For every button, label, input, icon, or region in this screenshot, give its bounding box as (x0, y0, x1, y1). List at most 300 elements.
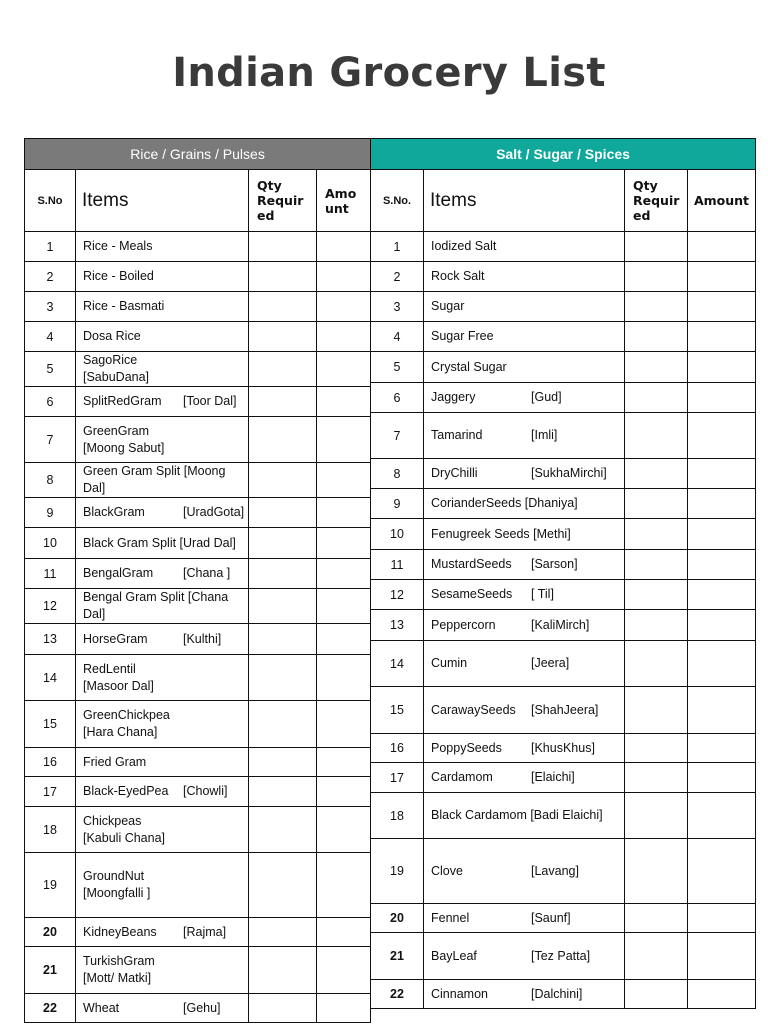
item-local-name: [KhusKhus] (531, 740, 595, 755)
item-name: CorianderSeeds [Dhaniya] (431, 496, 578, 510)
item-cell (76, 559, 249, 589)
qty-cell[interactable] (625, 980, 688, 1009)
item-cell (424, 687, 625, 734)
amount-cell[interactable] (688, 763, 756, 793)
qty-cell[interactable] (249, 624, 317, 655)
serial-number: 16 (25, 748, 76, 777)
right-col-qty: Qty Requir ed (625, 170, 688, 232)
left-section-header: Rice / Grains / Pulses (25, 139, 371, 170)
amount-cell[interactable] (317, 417, 371, 463)
table-row (25, 292, 371, 322)
item-local-name: [Moong Sabut] (83, 440, 165, 455)
table-row (371, 550, 756, 580)
item-local-name: [Gud] (531, 390, 562, 404)
table-row (25, 352, 371, 387)
serial-number: 9 (371, 489, 424, 519)
item-cell (424, 610, 625, 641)
serial-number: 18 (25, 807, 76, 853)
item-name: Jaggery (431, 390, 476, 404)
serial-number: 8 (371, 459, 424, 489)
amount-cell[interactable] (688, 232, 756, 262)
item-local-name: [ Til] (531, 587, 554, 601)
qty-cell[interactable] (625, 489, 688, 519)
item-cell (424, 383, 625, 413)
qty-cell[interactable] (625, 763, 688, 793)
item-name: SplitRedGram (83, 394, 162, 408)
item-cell (424, 734, 625, 763)
item-name: TurkishGram (83, 954, 155, 968)
serial-number: 14 (371, 641, 424, 687)
qty-cell[interactable] (625, 413, 688, 459)
table-row (25, 262, 371, 292)
amount-cell[interactable] (317, 322, 371, 352)
qty-cell[interactable] (625, 262, 688, 292)
qty-cell[interactable] (625, 904, 688, 933)
table-row (25, 498, 371, 528)
right-table (370, 138, 750, 1009)
qty-cell[interactable] (249, 559, 317, 589)
amount-cell[interactable] (317, 262, 371, 292)
item-name: PoppySeeds (431, 740, 502, 755)
table-row (25, 624, 371, 655)
qty-cell[interactable] (625, 839, 688, 904)
qty-cell[interactable] (249, 352, 317, 387)
item-name: Black Cardamom [Badi Elaichi] (431, 808, 603, 822)
item-cell (76, 807, 249, 853)
table-row (25, 559, 371, 589)
amount-cell[interactable] (317, 947, 371, 994)
item-local-name: [Saunf] (531, 910, 571, 925)
left-col-amount: Amo unt (317, 170, 371, 232)
item-cell (424, 413, 625, 459)
item-cell (76, 232, 249, 262)
table-row (371, 519, 756, 550)
qty-cell[interactable] (249, 262, 317, 292)
item-name: GreenChickpea (83, 708, 170, 722)
item-name: Fennel (431, 910, 470, 925)
item-cell (76, 262, 249, 292)
item-name: Black Gram Split [Urad Dal] (83, 535, 236, 550)
item-cell (424, 641, 625, 687)
table-row (25, 701, 371, 748)
qty-cell[interactable] (249, 701, 317, 748)
item-name: Dosa Rice (83, 329, 141, 343)
serial-number: 10 (25, 528, 76, 559)
table-row (371, 292, 756, 322)
serial-number: 7 (371, 413, 424, 459)
item-local-name: [SabuDana] (83, 370, 150, 384)
serial-number: 11 (371, 550, 424, 580)
table-row (25, 589, 371, 624)
amount-cell[interactable] (317, 387, 371, 417)
amount-cell[interactable] (688, 550, 756, 580)
table-row (371, 763, 756, 793)
item-cell (424, 459, 625, 489)
item-name: Fenugreek Seeds [Methi] (431, 526, 571, 541)
amount-cell[interactable] (317, 498, 371, 528)
table-row (371, 734, 756, 763)
item-name: Sugar (431, 299, 465, 313)
qty-cell[interactable] (625, 687, 688, 734)
item-name: SesameSeeds (431, 587, 513, 601)
amount-cell[interactable] (317, 232, 371, 262)
page-title: Indian Grocery List (172, 50, 606, 96)
serial-number: 4 (25, 322, 76, 352)
qty-cell[interactable] (625, 519, 688, 550)
serial-number: 19 (25, 853, 76, 918)
table-row (25, 918, 371, 947)
table-row (25, 807, 371, 853)
right-col-amount: Amount (688, 170, 756, 232)
left-col-sno: S.No (25, 170, 76, 232)
serial-number: 10 (371, 519, 424, 550)
qty-cell[interactable] (249, 292, 317, 322)
amount-cell[interactable] (688, 904, 756, 933)
serial-number: 8 (25, 463, 76, 498)
serial-number: 16 (371, 734, 424, 763)
serial-number: 7 (25, 417, 76, 463)
table-row (25, 655, 371, 701)
item-cell (424, 793, 625, 839)
serial-number: 3 (371, 292, 424, 322)
table-row (371, 687, 756, 734)
amount-cell[interactable] (688, 687, 756, 734)
table-row (371, 489, 756, 519)
qty-cell[interactable] (249, 232, 317, 262)
item-name: RedLentil (83, 661, 136, 676)
item-name: Sugar Free (431, 329, 494, 343)
table-row (25, 947, 371, 994)
qty-cell[interactable] (249, 918, 317, 947)
amount-cell[interactable] (317, 589, 371, 624)
item-local-name: [Elaichi] (531, 770, 575, 784)
serial-number: 5 (371, 352, 424, 383)
qty-cell[interactable] (625, 459, 688, 489)
item-local-name: [Gehu] (183, 1000, 221, 1015)
item-cell (424, 489, 625, 519)
item-cell (424, 580, 625, 610)
amount-cell[interactable] (317, 994, 371, 1023)
qty-cell[interactable] (249, 417, 317, 463)
table-row (25, 417, 371, 463)
table-row (371, 933, 756, 980)
table-row (371, 980, 756, 1009)
amount-cell[interactable] (317, 918, 371, 947)
qty-cell[interactable] (625, 232, 688, 262)
amount-cell[interactable] (317, 528, 371, 559)
table-row (25, 322, 371, 352)
item-name: CarawaySeeds (431, 702, 516, 717)
serial-number: 1 (25, 232, 76, 262)
serial-number: 3 (25, 292, 76, 322)
qty-cell[interactable] (625, 550, 688, 580)
serial-number: 21 (371, 933, 424, 980)
amount-cell[interactable] (688, 933, 756, 980)
item-local-name: [Lavang] (531, 863, 579, 878)
item-cell (424, 763, 625, 793)
amount-cell[interactable] (317, 748, 371, 777)
serial-number: 20 (25, 918, 76, 947)
table-row (371, 580, 756, 610)
amount-cell[interactable] (317, 853, 371, 918)
right-col-items: Items (424, 170, 625, 232)
amount-cell[interactable] (688, 610, 756, 641)
qty-cell[interactable] (249, 322, 317, 352)
right-col-sno: S.No. (371, 170, 424, 232)
serial-number: 22 (25, 994, 76, 1023)
table-row (371, 232, 756, 262)
item-cell (76, 701, 249, 748)
item-local-name: [Chana ] (183, 566, 231, 580)
qty-cell[interactable] (625, 610, 688, 641)
qty-cell[interactable] (625, 933, 688, 980)
table-row (371, 610, 756, 641)
qty-cell[interactable] (249, 994, 317, 1023)
serial-number: 12 (25, 589, 76, 624)
item-name: Clove (431, 863, 463, 878)
qty-cell[interactable] (249, 589, 317, 624)
amount-cell[interactable] (317, 777, 371, 807)
item-name: Rice - Basmati (83, 299, 165, 313)
table-row (25, 994, 371, 1023)
serial-number: 4 (371, 322, 424, 352)
qty-cell[interactable] (625, 734, 688, 763)
item-name: Crystal Sugar (431, 359, 507, 374)
item-name: KidneyBeans (83, 924, 157, 939)
table-row (371, 459, 756, 489)
item-local-name: [Tez Patta] (531, 948, 591, 963)
qty-cell[interactable] (249, 748, 317, 777)
table-row (371, 322, 756, 352)
item-cell (76, 777, 249, 807)
item-cell (424, 352, 625, 383)
item-name: Iodized Salt (431, 239, 497, 253)
serial-number: 6 (371, 383, 424, 413)
item-local-name: [SukhaMirchi] (531, 466, 607, 480)
item-name: Black-EyedPea (83, 784, 169, 798)
qty-cell[interactable] (249, 807, 317, 853)
item-name: Peppercorn (431, 617, 496, 632)
qty-cell[interactable] (625, 641, 688, 687)
qty-cell[interactable] (249, 777, 317, 807)
amount-cell[interactable] (688, 352, 756, 383)
amount-cell[interactable] (317, 807, 371, 853)
serial-number: 18 (371, 793, 424, 839)
item-cell (424, 262, 625, 292)
item-cell (76, 417, 249, 463)
item-name: Rock Salt (431, 269, 485, 283)
item-cell (424, 292, 625, 322)
item-name: Chickpeas (83, 813, 142, 828)
item-cell (424, 980, 625, 1009)
item-local-name: [Kulthi] (183, 631, 222, 646)
left-col-items: Items (76, 170, 249, 232)
serial-number: 21 (25, 947, 76, 994)
serial-number: 14 (25, 655, 76, 701)
amount-cell[interactable] (688, 459, 756, 489)
serial-number: 19 (371, 839, 424, 904)
table-row (371, 413, 756, 459)
serial-number: 6 (25, 387, 76, 417)
amount-cell[interactable] (688, 413, 756, 459)
item-cell (76, 292, 249, 322)
serial-number: 9 (25, 498, 76, 528)
item-name: Tamarind (431, 428, 483, 442)
table-row (25, 777, 371, 807)
amount-cell[interactable] (317, 352, 371, 387)
amount-cell[interactable] (688, 734, 756, 763)
amount-cell[interactable] (688, 980, 756, 1009)
item-local-name: [Jeera] (531, 656, 570, 670)
serial-number: 17 (25, 777, 76, 807)
amount-cell[interactable] (317, 463, 371, 498)
item-cell (76, 994, 249, 1023)
item-local-name: [Kabuli Chana] (83, 830, 166, 845)
qty-cell[interactable] (249, 655, 317, 701)
left-col-qty: Qty Requir ed (249, 170, 317, 232)
item-cell (76, 528, 249, 559)
table-row (371, 904, 756, 933)
table-row (371, 352, 756, 383)
item-name: HorseGram (83, 631, 148, 646)
qty-cell[interactable] (249, 853, 317, 918)
serial-number: 13 (371, 610, 424, 641)
qty-cell[interactable] (249, 463, 317, 498)
serial-number: 2 (25, 262, 76, 292)
serial-number: 20 (371, 904, 424, 933)
item-name: GroundNut (83, 869, 145, 883)
table-row (371, 793, 756, 839)
item-name: Cardamom (431, 770, 493, 784)
qty-cell[interactable] (625, 292, 688, 322)
qty-cell[interactable] (625, 793, 688, 839)
item-name: Bengal Gram Split [Chana Dal] (83, 590, 229, 621)
amount-cell[interactable] (688, 839, 756, 904)
item-local-name: [Hara Chana] (83, 725, 158, 739)
item-cell (424, 519, 625, 550)
serial-number: 15 (371, 687, 424, 734)
item-name: SagoRice (83, 353, 138, 367)
item-name: BayLeaf (431, 948, 477, 963)
item-local-name: [Masoor Dal] (83, 678, 154, 693)
item-cell (76, 655, 249, 701)
item-local-name: [ShahJeera] (531, 702, 599, 717)
amount-cell[interactable] (688, 292, 756, 322)
item-name: Green Gram Split [Moong Dal] (83, 464, 226, 495)
item-local-name: [Sarson] (531, 557, 578, 571)
qty-cell[interactable] (625, 322, 688, 352)
table-row (25, 528, 371, 559)
item-cell (76, 498, 249, 528)
item-name: Rice - Boiled (83, 269, 154, 283)
amount-cell[interactable] (317, 624, 371, 655)
qty-cell[interactable] (625, 383, 688, 413)
item-cell (76, 589, 249, 624)
item-name: BengalGram (83, 566, 154, 580)
item-local-name: [Dalchini] (531, 986, 583, 1001)
amount-cell[interactable] (688, 489, 756, 519)
qty-cell[interactable] (249, 528, 317, 559)
item-cell (76, 322, 249, 352)
item-local-name: [UradGota] (183, 505, 245, 519)
serial-number: 5 (25, 352, 76, 387)
item-cell (424, 322, 625, 352)
item-name: Cinnamon (431, 986, 488, 1001)
item-cell (424, 550, 625, 580)
item-local-name: [Imli] (531, 428, 558, 442)
table-row (371, 641, 756, 687)
left-table (24, 138, 357, 1023)
item-name: MustardSeeds (431, 557, 512, 571)
table-row (25, 463, 371, 498)
item-cell (424, 839, 625, 904)
amount-cell[interactable] (317, 559, 371, 589)
table-row (371, 262, 756, 292)
table-row (25, 387, 371, 417)
item-name: Wheat (83, 1000, 120, 1015)
serial-number: 11 (25, 559, 76, 589)
item-name: Cumin (431, 656, 468, 670)
item-cell (76, 947, 249, 994)
amount-cell[interactable] (688, 262, 756, 292)
item-name: GreenGram (83, 423, 149, 438)
serial-number: 2 (371, 262, 424, 292)
item-name: BlackGram (83, 505, 145, 519)
item-local-name: [Toor Dal] (183, 394, 237, 408)
amount-cell[interactable] (688, 580, 756, 610)
serial-number: 17 (371, 763, 424, 793)
item-local-name: [Chowli] (183, 784, 228, 798)
right-rows (371, 232, 756, 1009)
serial-number: 1 (371, 232, 424, 262)
item-cell (76, 352, 249, 387)
amount-cell[interactable] (317, 655, 371, 701)
item-cell (424, 933, 625, 980)
amount-cell[interactable] (688, 322, 756, 352)
amount-cell[interactable] (317, 292, 371, 322)
qty-cell[interactable] (249, 498, 317, 528)
table-row (371, 839, 756, 904)
item-cell (76, 918, 249, 947)
table-row (25, 748, 371, 777)
item-local-name: [KaliMirch] (531, 617, 590, 632)
item-local-name: [Rajma] (183, 924, 227, 939)
amount-cell[interactable] (688, 383, 756, 413)
amount-cell[interactable] (688, 793, 756, 839)
item-cell (76, 853, 249, 918)
item-local-name: [Mott/ Matki] (83, 971, 152, 985)
serial-number: 22 (371, 980, 424, 1009)
item-cell (424, 232, 625, 262)
qty-cell[interactable] (625, 352, 688, 383)
qty-cell[interactable] (249, 947, 317, 994)
item-cell (76, 463, 249, 498)
amount-cell[interactable] (688, 519, 756, 550)
item-cell (76, 387, 249, 417)
table-row (25, 232, 371, 262)
item-name: Rice - Meals (83, 239, 153, 253)
item-cell (76, 624, 249, 655)
item-local-name: [Moongfalli ] (83, 886, 151, 900)
qty-cell[interactable] (249, 387, 317, 417)
amount-cell[interactable] (317, 701, 371, 748)
left-rows (25, 232, 371, 1023)
serial-number: 13 (25, 624, 76, 655)
serial-number: 12 (371, 580, 424, 610)
amount-cell[interactable] (688, 641, 756, 687)
serial-number: 15 (25, 701, 76, 748)
qty-cell[interactable] (625, 580, 688, 610)
